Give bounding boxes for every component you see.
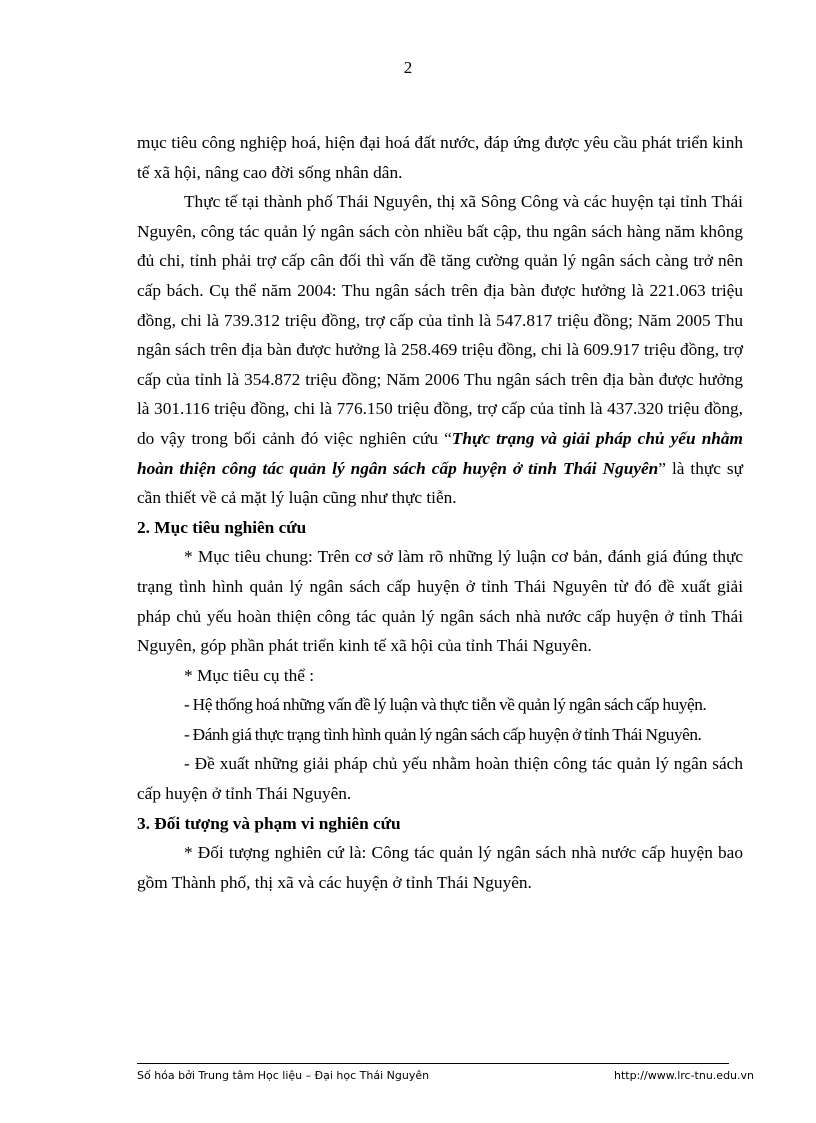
paragraph-research-subject: * Đối tượng nghiên cứ là: Công tác quản lý ngân sách nhà nước cấp huyện bao gồm Thành phố, thị xã và các huyện ở tỉnh Thái Nguyên. <box>137 843 743 892</box>
thesis-title: Thực trạng và giải pháp chủ yếu nhằm hoàn thiện công tác quản lý ngân sách cấp huyện ở tỉnh Thái Nguyên <box>137 428 744 478</box>
paragraph-context-text: Thực tế tại thành phố Thái Nguyên, thị xã Sông Công và các huyện tại tỉnh Thái Nguyên, công tác quản lý ngân sách còn nhiều bất cập, thu ngân sách hàng năm không đủ chi, tỉnh phải trợ cấp cân đối thì vấn đề tăng cường quản lý ngân sách càng trở nên cấp bách. Cụ thể năm 2004: Thu ngân sách trên địa bàn được hưởng là 221.063 triệu đồng, chi là 739.312 triệu đồng, trợ cấp của tỉnh là 547.817 triệu đồng; Năm 2005 Thu ngân sách trên địa bàn được hưởng là 258.469 triệu đồng, chi là 609.917 triệu đồng, trợ cấp của tỉnh là 354.872 triệu đồng; Năm 2006 Thu ngân sách trên địa bàn được hưởng là 301.116 triệu đồng, chi là 776.150 triệu đồng, trợ cấp của tỉnh là 437.320 triệu đồng, do vậy trong bối cảnh đó việc nghiên cứu “ <box>137 192 743 448</box>
paragraph-context-tail: ” là thực sự cần thiết về cả mặt lý luận cũng như thực tiễn. <box>137 458 743 508</box>
paragraph-general-objective: * Mục tiêu chung: Trên cơ sở làm rõ những lý luận cơ bản, đánh giá đúng thực trạng tình hình quản lý ngân sách cấp huyện ở tỉnh Thái Nguyên từ đó đề xuất giải pháp chủ yếu hoàn thiện công tác quản lý ngân sách nhà nước cấp huyện ở tỉnh Thái Nguyên, góp phần phát triển kinh tế xã hội của tỉnh Thái Nguyên. <box>137 547 743 656</box>
footer-source: Số hóa bởi Trung tâm Học liệu – Đại học Thái Nguyên <box>137 1069 430 1082</box>
page-number: 2 <box>403 58 413 77</box>
paragraph-specific-objectives-label: * Mục tiêu cụ thể : <box>184 665 315 685</box>
footer-url: http://www.lrc-tnu.edu.vn <box>614 1069 754 1082</box>
section-heading-scope: 3. Đối tượng và phạm vi nghiên cứu <box>137 813 401 833</box>
objective-item-2: - Đánh giá thực trạng tình hình quản lý ngân sách cấp huyện ở tỉnh Thái Nguyên. <box>184 724 702 744</box>
objective-item-3: - Đề xuất những giải pháp chủ yếu nhằm hoàn thiện công tác quản lý ngân sách cấp huyện ở tỉnh Thái Nguyên. <box>137 754 743 804</box>
section-heading-objectives: 2. Mục tiêu nghiên cứu <box>137 517 307 537</box>
footer-divider <box>137 1063 729 1064</box>
paragraph-intro-continuation: mục tiêu công nghiệp hoá, hiện đại hoá đất nước, đáp ứng được yêu cầu phát triển kinh tế xã hội, nâng cao đời sống nhân dân. <box>137 133 743 182</box>
objective-item-1: - Hệ thống hoá những vấn đề lý luận và thực tiễn về quản lý ngân sách cấp huyện. <box>184 695 707 715</box>
paragraph-context <box>137 187 743 513</box>
document-body <box>137 128 743 897</box>
